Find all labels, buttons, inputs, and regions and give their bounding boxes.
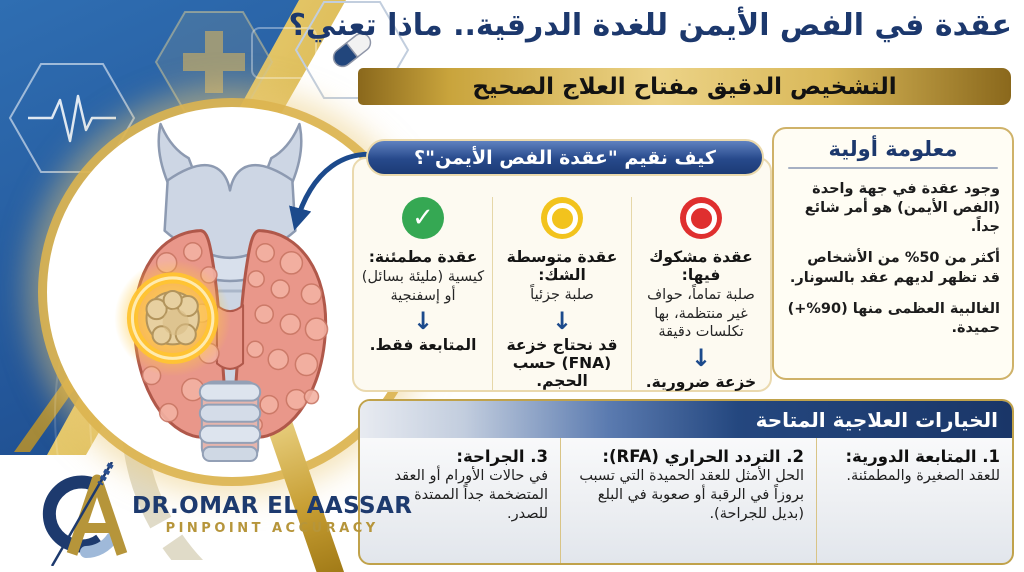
eval-heading: عقدة متوسطة الشك: [506,248,618,284]
trachea-rings [200,382,260,461]
treatment-header-text: الخيارات العلاجية المتاحة [755,407,998,432]
eval-conclusion: قد نحتاج خزعة (FNA) حسب الحجم. [506,335,618,390]
eval-column-intermediate [492,197,631,390]
divider [788,167,998,169]
eval-description: صلبة تماماً، حواف غير منتظمة، بها تكلسات دقيقة [647,287,755,341]
treatment-description: للعقد الصغيرة والمطمئنة. [846,468,1000,484]
eval-column-suspicious [631,197,770,390]
treatment-options-box [358,399,1014,565]
eval-conclusion: خزعة ضرورية. [645,372,757,391]
info-paragraph: الغالبية العظمى منها (90%+) حميدة. [787,300,1000,336]
red-ring-icon [680,197,722,239]
initial-info-box [772,127,1014,380]
eval-description: كيسية (مليئة بسائل) أو إسفنجية [361,269,485,304]
doctor-name: DR.OMAR EL AASSAR [132,492,413,519]
yellow-ring-icon [541,197,583,239]
green-check-icon: ✓ [402,197,444,239]
treatment-title: 1. المتابعة الدورية: [845,447,1000,466]
info-paragraph: وجود عقدة في جهة واحدة (الفص الأيمن) هو أمر شائع جداً. [804,181,1000,236]
down-arrow-icon: ↓ [551,306,573,335]
down-arrow-icon: ↓ [412,307,434,336]
eval-conclusion: المتابعة فقط. [369,336,477,355]
logo-monogram-icon [24,462,128,566]
eval-description: صلبة جزئياً [530,287,594,303]
evaluation-panel [352,157,772,392]
page-title: عقدة في الفص الأيمن للغدة الدرقية.. ماذا تعني؟ [288,8,1012,43]
treatment-description: في حالات الأورام أو العقد المتضخمة جداً الممتدة للصدر. [394,468,548,522]
treatment-title: 3. الجراحة: [456,447,548,466]
subtitle-gold-band [358,68,1011,105]
evaluation-question-banner [366,139,764,176]
info-paragraph: أكثر من 50% من الأشخاص قد تظهر لديهم عقد بالسونار. [789,250,1000,286]
treatment-description: الحل الأمثل للعقد الحميدة التي تسبب بروزاً في الرقبة أو صعوبة في البلع (بديل للجراحة). [579,468,804,522]
medical-cross-hexagon-icon [156,12,272,112]
eval-heading: عقدة مطمئنة: [368,248,478,266]
treatment-header-bar [360,401,1012,438]
thyroid-nodule-highlight [114,260,231,377]
subtitle-text: التشخيص الدقيق مفتاح العلاج الصحيح [472,73,897,100]
evaluation-question-text: كيف نقيم "عقدة الفص الأيمن"؟ [414,146,716,169]
treatment-option-rfa [560,438,816,563]
down-arrow-icon: ↓ [690,343,712,372]
treatment-option-followup [816,438,1012,563]
doctor-tagline: PINPOINT ACCURACY [165,520,379,536]
info-box-title: معلومة أولية [828,137,958,161]
doctor-logo [24,462,412,566]
treatment-title: 2. التردد الحراري (RFA): [602,447,804,466]
eval-heading: عقدة مشكوك فيها: [649,248,753,284]
